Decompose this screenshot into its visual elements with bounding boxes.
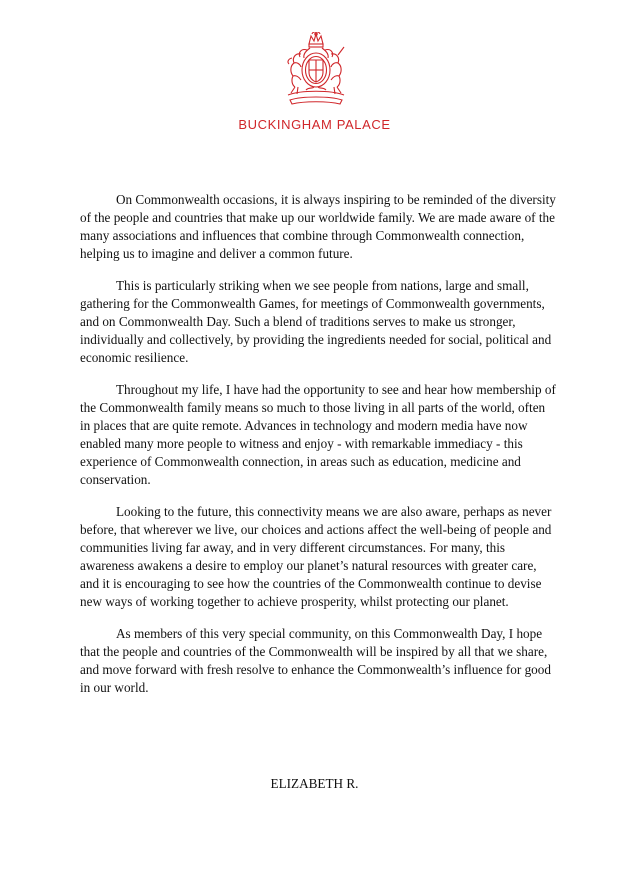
letter-paragraph: Looking to the future, this connectivity means we are also aware, perhaps as never before, that wherever we live, our choices and actions affect the well-being of people and communities living far away, and in very different circumstances. For many, this awareness awakens a desire to employ our planet’s natural resources with greater care, and it is encouraging to see how the countries of the Commonwealth continue to devise new ways of working together to achieve prosperity, whilst protecting our planet. xyxy=(80,504,552,609)
letterhead-title: BUCKINGHAM PALACE xyxy=(238,117,391,132)
letter-paragraph: Throughout my life, I have had the opportunity to see and hear how membership of the Commonwealth family means so much to those living in all parts of the world, often in places that are quite remote. Advances in technology and modern media have now enabled many more people to witness and enjoy - with remarkable immediacy - this experience of Commonwealth connection, in areas such as education, medicine and conservation. xyxy=(80,382,556,487)
royal-coat-of-arms-icon xyxy=(276,32,356,110)
letter-paragraph: As members of this very special community, on this Commonwealth Day, I hope that the people and countries of the Commonwealth will be inspired by all that we share, and move forward with fresh resolve to enhance the Commonwealth’s influence for good in our world. xyxy=(80,626,551,695)
letter-paragraph: This is particularly striking when we see people from nations, large and small, gathering for the Commonwealth Games, for meetings of Commonwealth governments, and on Commonwealth Day. Such a blend of traditions serves to make us stronger, individually and collectively, by providing the ingredients needed for social, political and economic resilience. xyxy=(80,278,552,365)
letter-body xyxy=(80,191,558,711)
signature: ELIZABETH R. xyxy=(270,776,359,791)
letter-paragraph: On Commonwealth occasions, it is always inspiring to be reminded of the diversity of the people and countries that make up our worldwide family. We are made aware of the many associations and influences that combine through Commonwealth connection, helping us to imagine and deliver a common future. xyxy=(80,192,556,261)
